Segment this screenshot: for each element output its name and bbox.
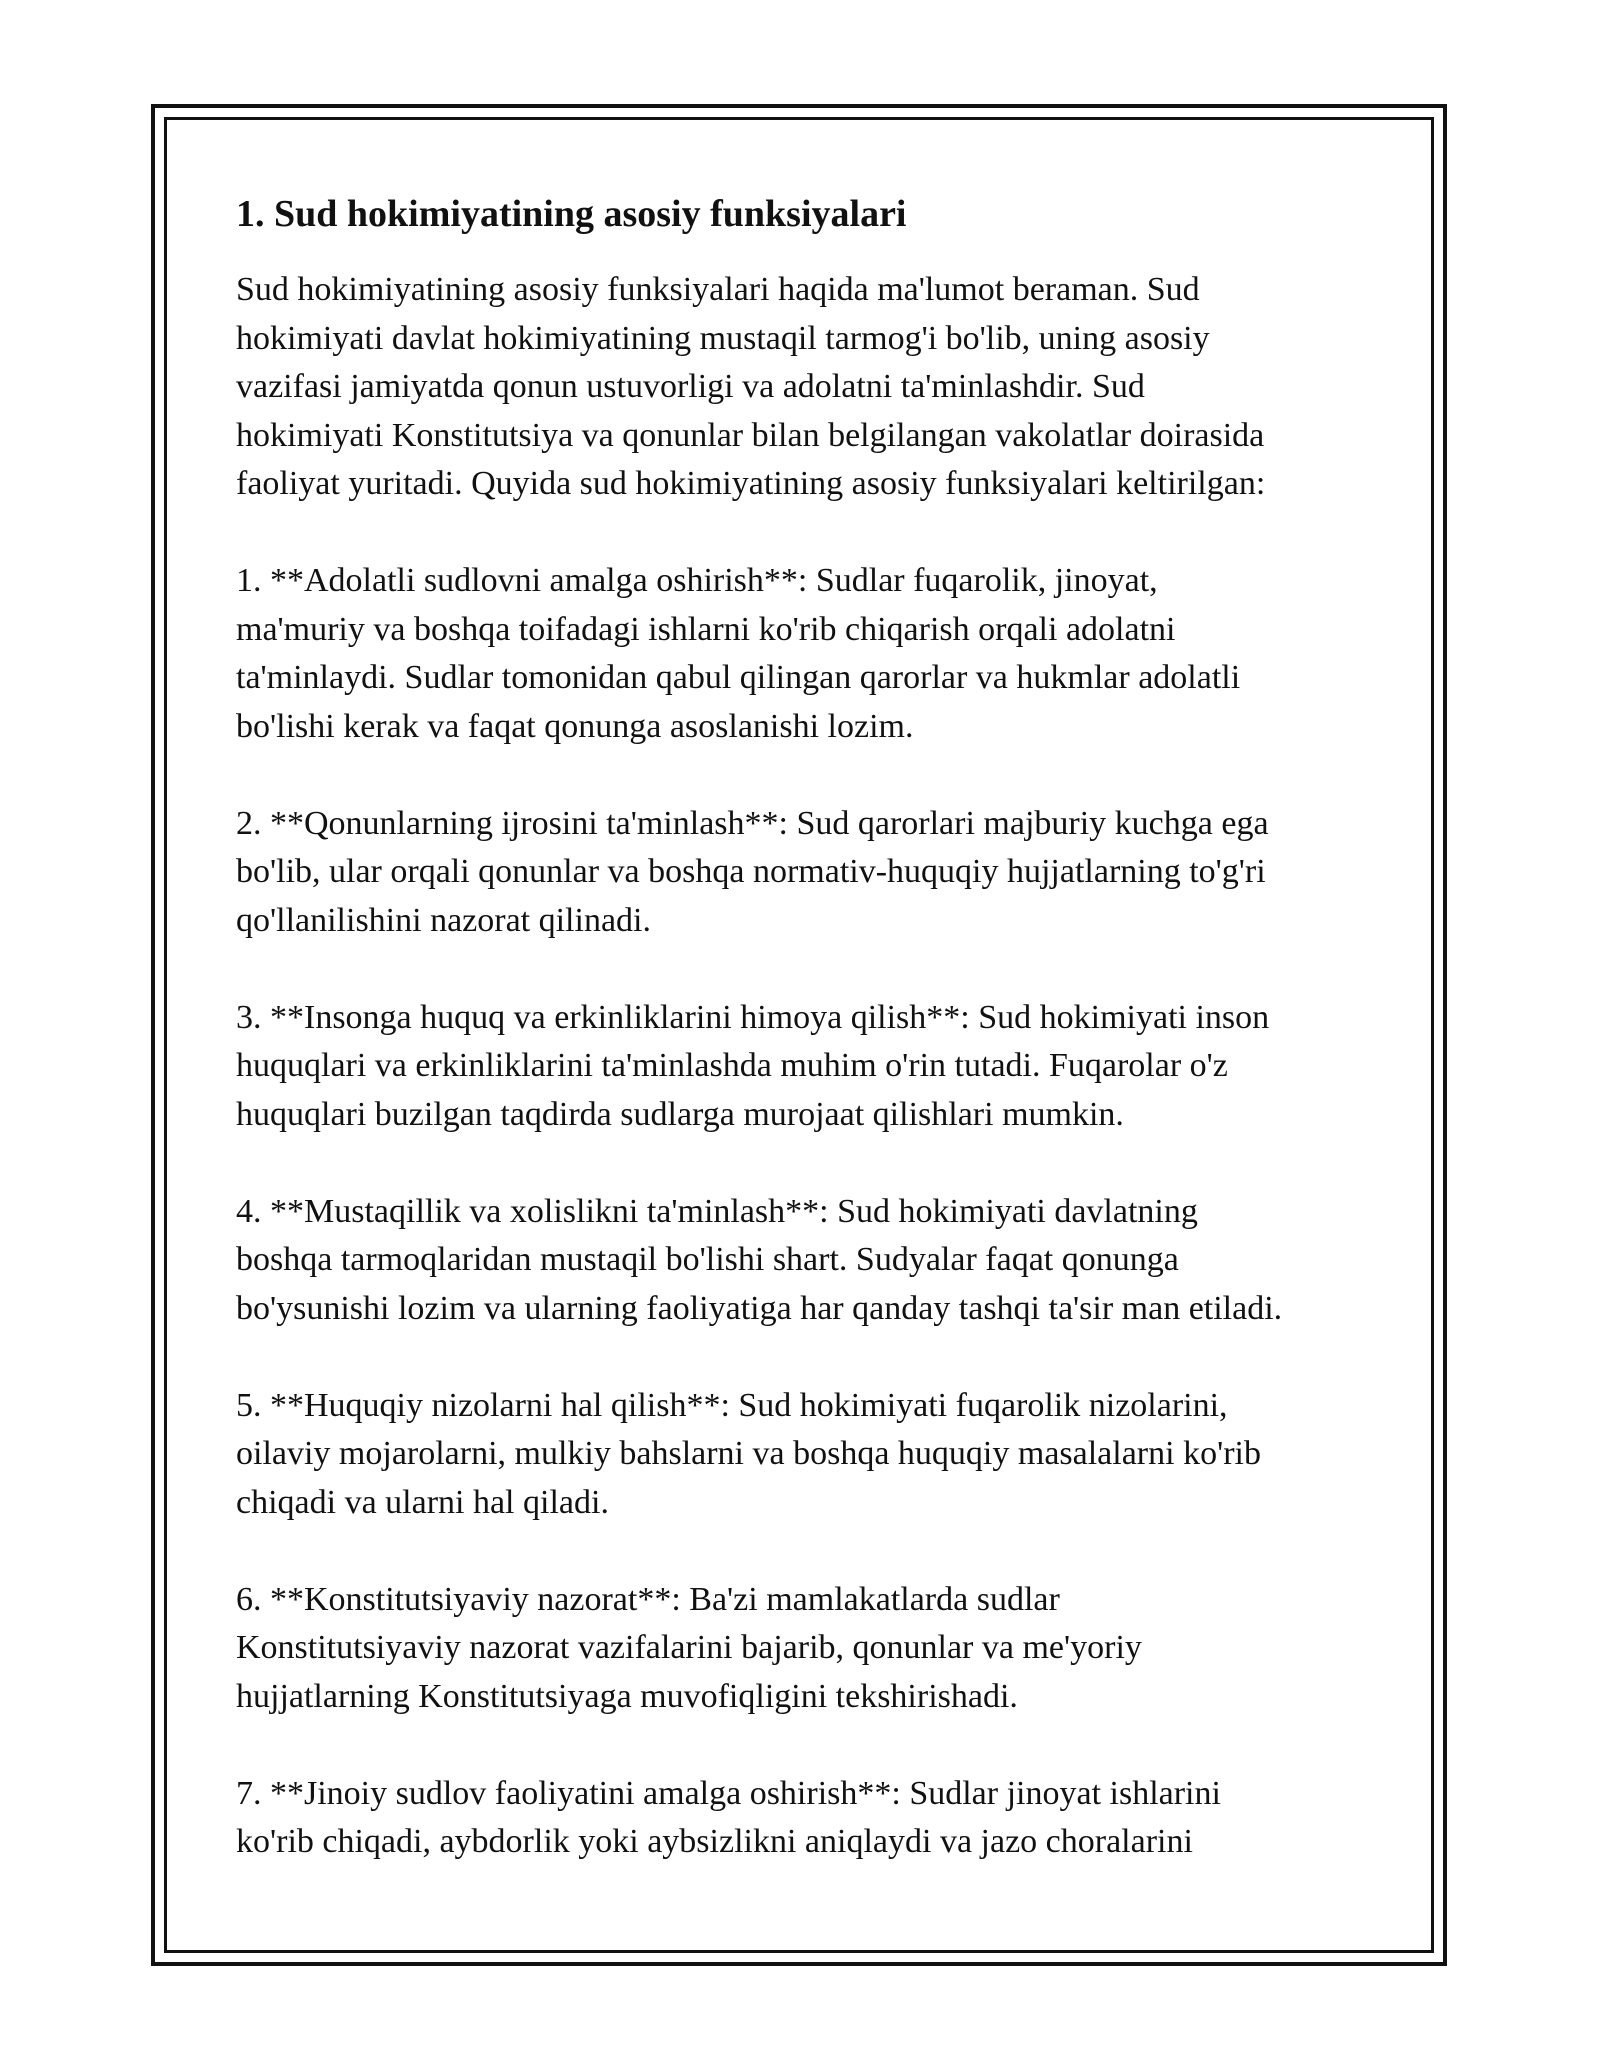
- document-body: [236, 190, 1386, 1915]
- list-item-3: 3. **Insonga huquq va erkinliklarini himoya qilish**: Sud hokimiyati inson huquqlari va erkinliklarini ta'minlashda muhim o'rin tutadi. Fuqarolar o'z huquqlari buzilgan taqdirda sudlarga murojaat qilishlari mumkin.: [236, 998, 1270, 1133]
- list-item-5: 5. **Huquqiy nizolarni hal qilish**: Sud hokimiyati fuqarolik nizolarini, oilaviy mojarolarni, mulkiy bahslarni va boshqa huquqiy masalalarni ko'rib chiqadi va ularni hal qiladi.: [236, 1386, 1261, 1521]
- list-item-4: 4. **Mustaqillik va xolislikni ta'minlash**: Sud hokimiyati davlatning boshqa tarmoqlaridan mustaqil bo'lishi shart. Sudyalar faqat qonunga bo'ysunishi lozim va ularning faoliyatiga har qanday tashqi ta'sir man etiladi.: [236, 1192, 1283, 1327]
- list-item-2: 2. **Qonunlarning ijrosini ta'minlash**: Sud qarorlari majburiy kuchga ega bo'lib, ular orqali qonunlar va boshqa normativ-huquqiy hujjatlarning to'g'ri qo'llanilishini nazorat qilinadi.: [236, 804, 1269, 939]
- list-item-6: 6. **Konstitutsiyaviy nazorat**: Ba'zi mamlakatlarda sudlar Konstitutsiyaviy nazorat vazifalarini bajarib, qonunlar va me'yoriy hujjatlarning Konstitutsiyaga muvofiqligini tekshirishadi.: [236, 1580, 1142, 1715]
- list-item-7: 7. **Jinoiy sudlov faoliyatini amalga oshirish**: Sudlar jinoyat ishlarini ko'rib chiqadi, aybdorlik yoki aybsizlikni aniqlaydi va jazo choralarini: [236, 1774, 1221, 1860]
- intro-paragraph: Sud hokimiyatining asosiy funksiyalari haqida ma'lumot beraman. Sud hokimiyati davlat hokimiyatining mustaqil tarmog'i bo'lib, uning asosiy vazifasi jamiyatda qonun ustuvorligi va adolatni ta'minlashdir. Sud hokimiyati Konstitutsiya va qonunlar bilan belgilangan vakolatlar doirasida faoliyat yuritadi. Quyida sud hokimiyatining asosiy funksiyalari keltirilgan:: [236, 271, 1266, 502]
- section-heading: 1. Sud hokimiyatining asosiy funksiyalari: [236, 193, 907, 235]
- list-item-1: 1. **Adolatli sudlovni amalga oshirish**: Sudlar fuqarolik, jinoyat, ma'muriy va boshqa toifadagi ishlarni ko'rib chiqarish orqali adolatni ta'minlaydi. Sudlar tomonidan qabul qilingan qarorlar va hukmlar adolatli bo'lishi kerak va faqat qonunga asoslanishi lozim.: [236, 562, 1241, 745]
